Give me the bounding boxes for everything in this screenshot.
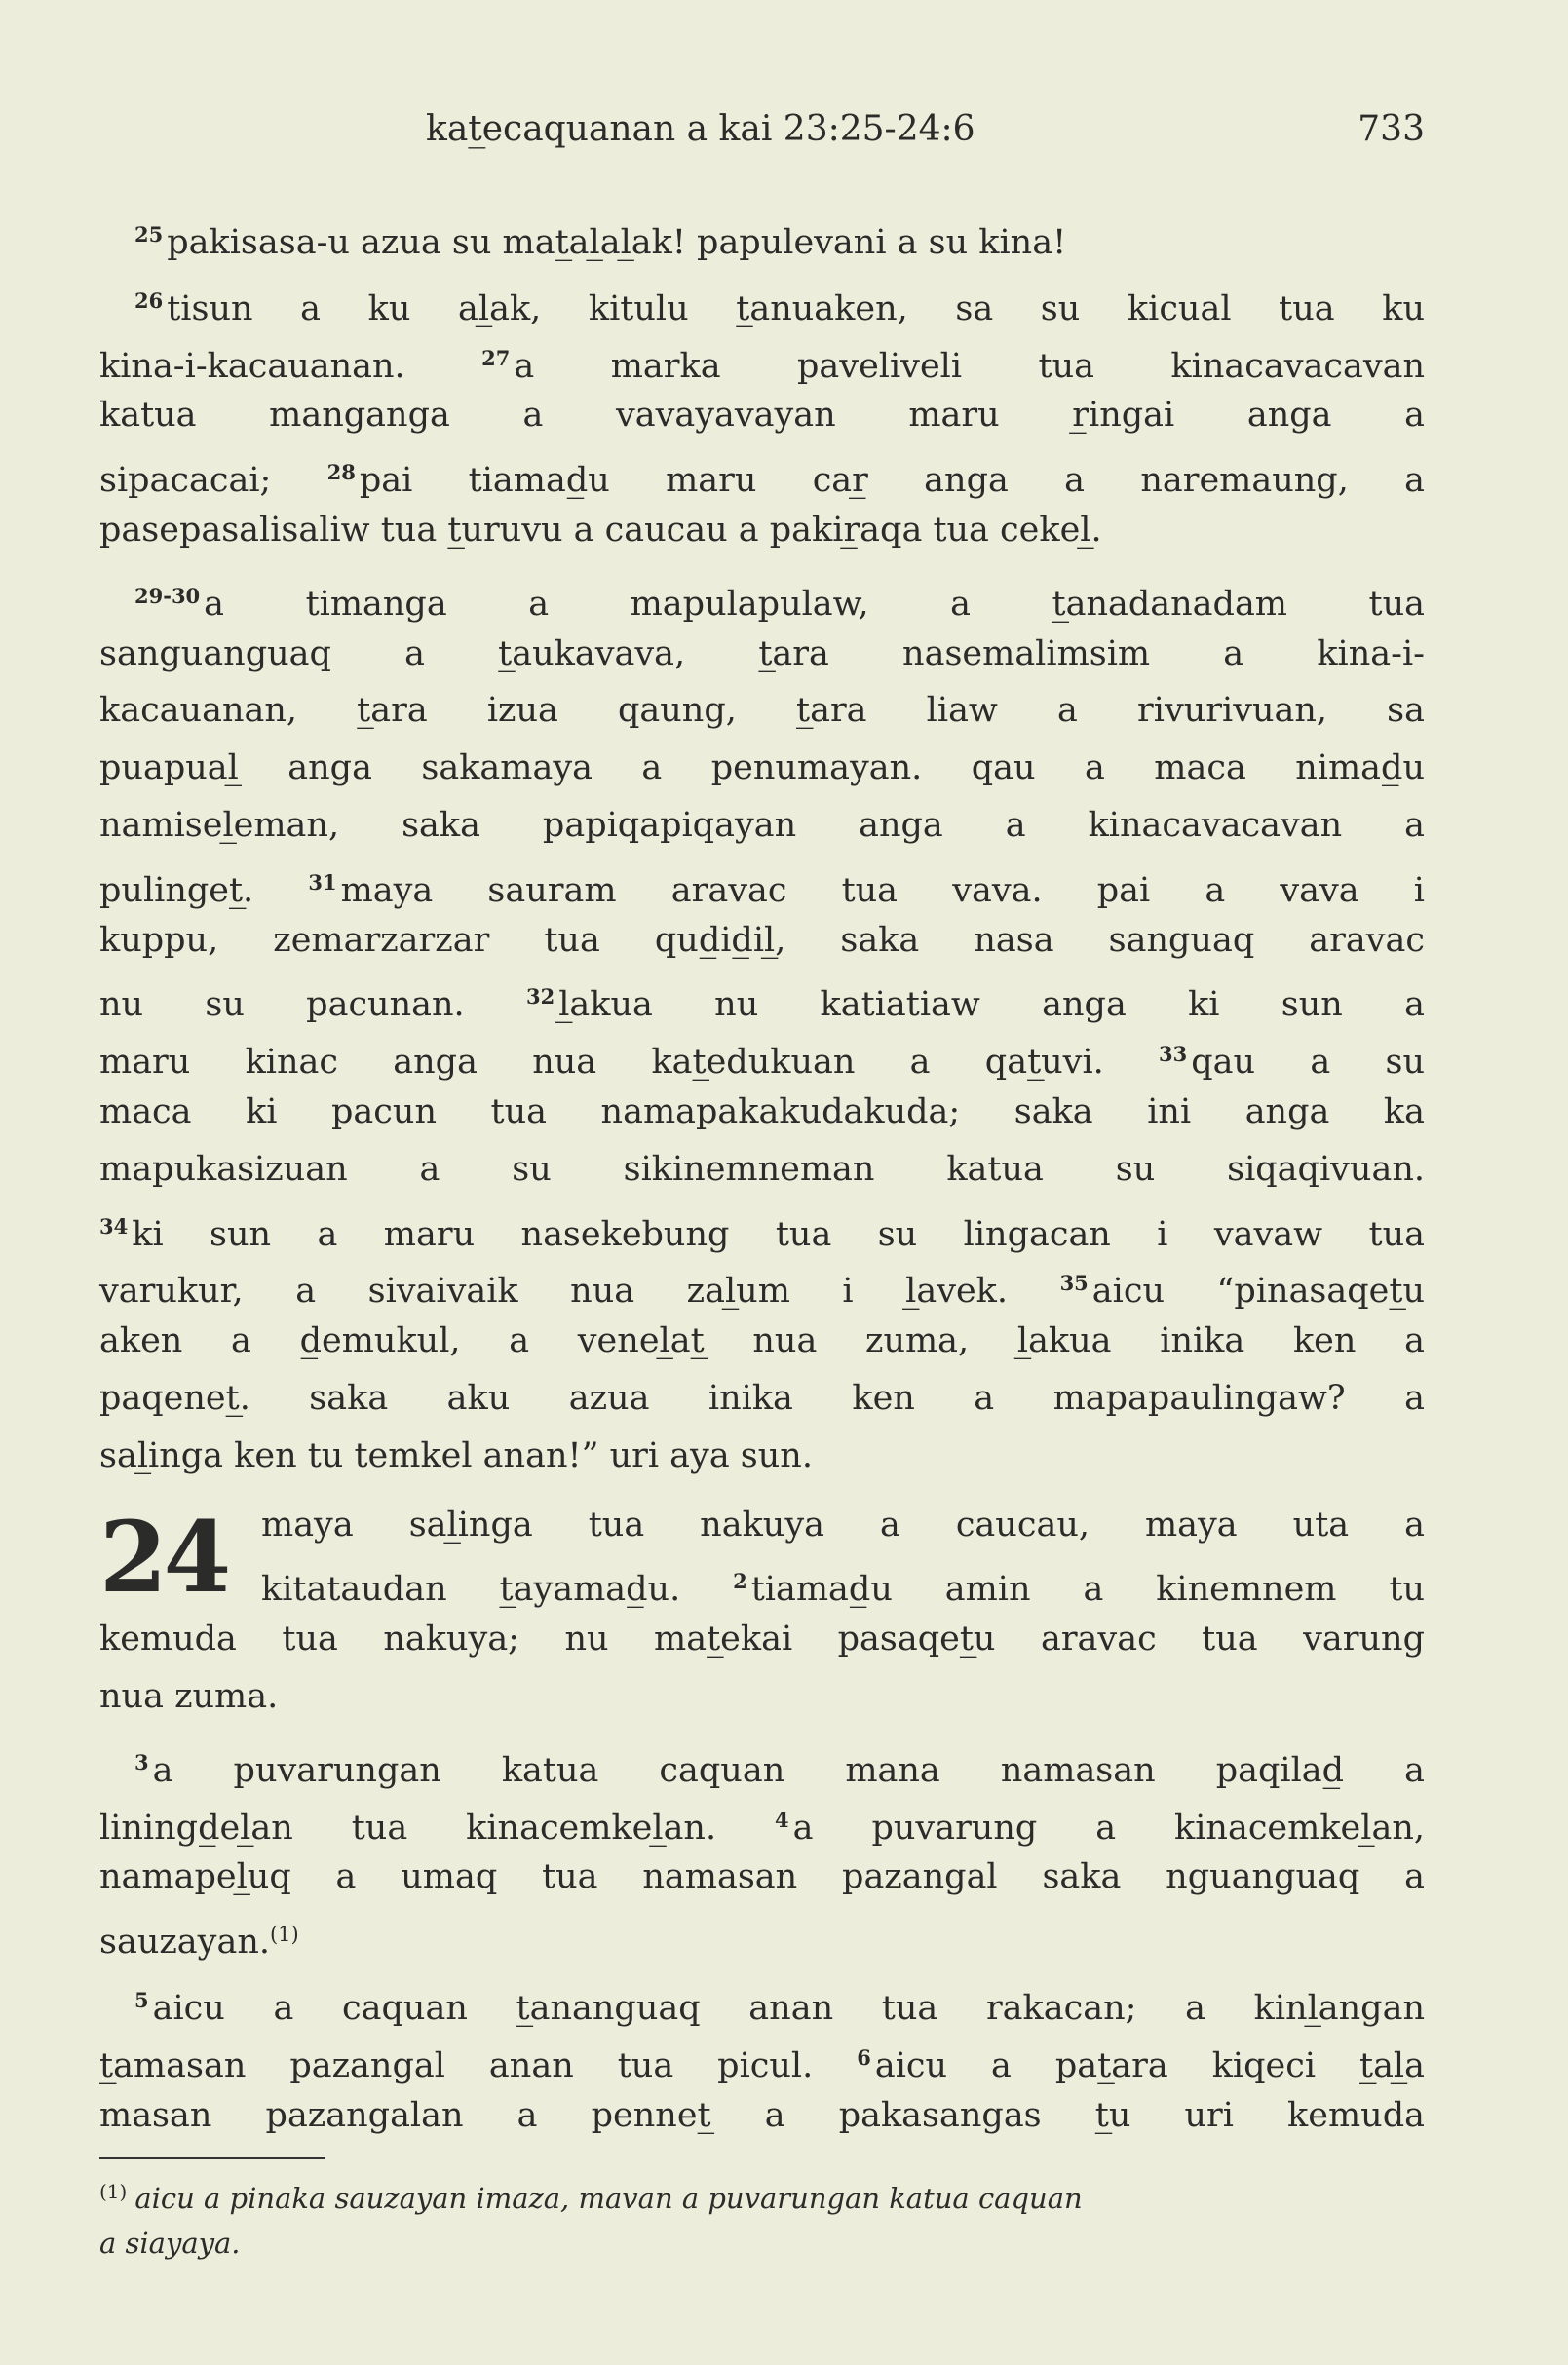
verse-number: 32 bbox=[525, 984, 555, 1010]
text-run: tisun a ku al̲ak, kitulu t̲anuaken, sa su kicual tua ku bbox=[167, 288, 1425, 328]
text-run: kuppu, zemarzarzar tua qud̲id̲il̲, saka nasa sanguaq aravac bbox=[99, 920, 1425, 960]
text-line bbox=[99, 1668, 1425, 1726]
text-line bbox=[99, 740, 1425, 797]
text-run: aken a d̲emukul, a venel̲at̲ nua zuma, l̲akua inika ken a bbox=[99, 1321, 1425, 1361]
page-number: 733 bbox=[1358, 109, 1425, 149]
text-run: varukur, a sivaivaik nua zal̲um i l̲avek. bbox=[99, 1272, 1060, 1312]
text-line bbox=[99, 1313, 1425, 1370]
text-line bbox=[99, 1370, 1425, 1428]
verse-number: 6 bbox=[857, 2044, 871, 2070]
text-run: sal̲inga ken tu temkel anan!” uri aya sun. bbox=[99, 1435, 813, 1475]
text-run: nu su pacunan. bbox=[99, 985, 526, 1025]
text-line bbox=[99, 2030, 1425, 2087]
text-run: a puvarungan katua caquan mana namasan paqilad̲ a bbox=[152, 1750, 1425, 1790]
text-run: sauzayan. bbox=[99, 1923, 270, 1963]
text-line bbox=[99, 330, 1425, 388]
text-line bbox=[99, 502, 1425, 559]
footnote bbox=[99, 2169, 1425, 2266]
text-run: qau a su bbox=[1191, 1043, 1425, 1083]
text-run: maya sauram aravac tua vava. pai a vava i bbox=[340, 870, 1426, 910]
paragraph bbox=[99, 207, 1425, 264]
verse-number: 3 bbox=[134, 1749, 149, 1774]
text-line bbox=[99, 1199, 1425, 1256]
footnote-mark: (1) bbox=[99, 2180, 128, 2203]
text-run: sanguanguaq a t̲aukavava, t̲ara nasemalimsim a kina-i- bbox=[99, 633, 1425, 673]
verse-number: 35 bbox=[1059, 1271, 1089, 1296]
verse-number: 31 bbox=[308, 869, 337, 895]
text-line bbox=[99, 969, 1425, 1026]
text-run: maya sal̲inga tua nakuya a caucau, maya uta a bbox=[261, 1505, 1425, 1545]
chapter-23-text bbox=[99, 207, 1425, 1485]
text-line bbox=[99, 207, 1425, 264]
text-run: puapual̲ anga sakamaya a penumayan. qau a maca nimad̲u bbox=[99, 748, 1425, 788]
text-line bbox=[99, 387, 1425, 444]
footnote-line: a siayaya. bbox=[99, 2227, 241, 2260]
text-run: pulinget̲. bbox=[99, 870, 309, 910]
text-line bbox=[99, 2087, 1425, 2145]
text-run: pakisasa-u azua su mat̲al̲al̲ak! papulevani a su kina! bbox=[167, 223, 1067, 262]
text-line bbox=[99, 1084, 1425, 1141]
text-line bbox=[99, 1497, 1425, 1554]
text-run: kemuda tua nakuya; nu mat̲ekai pasaqet̲u aravac tua varung bbox=[99, 1620, 1425, 1659]
text-line bbox=[99, 1735, 1425, 1792]
text-line bbox=[99, 1553, 1425, 1611]
text-line bbox=[99, 626, 1425, 683]
text-run: kina-i-kacauanan. bbox=[99, 346, 482, 386]
text-run: nua zuma. bbox=[99, 1676, 279, 1716]
text-run: a marka paveliveli tua kinacavacavan bbox=[514, 346, 1426, 386]
text-run: aicu a caquan t̲ananguaq anan tua rakacan; a kinl̲angan bbox=[152, 1988, 1425, 2028]
verse-number: 2 bbox=[733, 1569, 747, 1594]
paragraph bbox=[99, 1735, 1425, 1964]
text-line bbox=[99, 1141, 1425, 1199]
verse-number: 4 bbox=[775, 1807, 789, 1832]
paragraph bbox=[99, 568, 1425, 1485]
text-line bbox=[99, 682, 1425, 740]
text-run: paqenet̲. saka aku azua inika ken a mapapaulingaw? a bbox=[99, 1378, 1425, 1418]
chapter-number: 24 bbox=[99, 1499, 228, 1615]
verse-number: 25 bbox=[134, 222, 164, 247]
page-body bbox=[99, 198, 1425, 2144]
text-run: maca ki pacun tua namapakakudakuda; saka ini anga ka bbox=[99, 1091, 1425, 1131]
verse-number: 5 bbox=[134, 1987, 149, 2012]
text-run: masan pazangalan a pennet̲ a pakasangas t̲u uri kemuda bbox=[99, 2095, 1425, 2135]
text-line bbox=[99, 1026, 1425, 1084]
footnote-line: aicu a pinaka sauzayan imaza, mavan a puvarungan katua caquan bbox=[134, 2182, 1083, 2215]
text-run: t̲amasan pazangal anan tua picul. bbox=[99, 2045, 858, 2085]
text-line bbox=[99, 1849, 1425, 1906]
footnote-reference: (1) bbox=[269, 1923, 299, 1947]
running-header bbox=[99, 109, 1425, 158]
text-line bbox=[99, 273, 1425, 330]
text-run: namapel̲uq a umaq tua namasan pazangal saka nguanguaq a bbox=[99, 1857, 1425, 1897]
chapter-24-text bbox=[99, 1735, 1425, 2145]
text-run: pasepasalisaliw tua t̲uruvu a caucau a pakir̲aqa tua cekel̲. bbox=[99, 510, 1102, 550]
text-run: ki sun a maru nasekebung tua su lingacan i vavaw tua bbox=[132, 1214, 1425, 1254]
paragraph bbox=[99, 273, 1425, 559]
text-run: tiamad̲u amin a kinemnem tu bbox=[750, 1570, 1425, 1610]
verse-number: 33 bbox=[1159, 1042, 1188, 1067]
text-line bbox=[99, 444, 1425, 502]
text-line bbox=[99, 1611, 1425, 1668]
text-line bbox=[99, 855, 1425, 912]
verse-number: 29-30 bbox=[134, 583, 201, 608]
verse-number: 34 bbox=[99, 1213, 129, 1239]
text-run: l̲akua nu katiatiaw anga ki sun a bbox=[558, 985, 1426, 1025]
paragraph bbox=[99, 1972, 1425, 2144]
text-line bbox=[99, 797, 1425, 855]
text-run: aicu a pat̲ara kiqeci t̲al̲a bbox=[874, 2045, 1425, 2085]
text-run: aicu “pinasaqet̲u bbox=[1091, 1272, 1425, 1312]
verse-number: 28 bbox=[326, 460, 356, 485]
text-run: kacauanan, t̲ara izua qaung, t̲ara liaw a rivurivuan, sa bbox=[99, 691, 1425, 731]
text-run: maru kinac anga nua kat̲edukuan a qat̲uvi. bbox=[99, 1043, 1160, 1083]
chapter-24-opening bbox=[99, 1497, 1425, 1726]
text-run: sipacacai; bbox=[99, 461, 327, 501]
footnote-rule bbox=[99, 2157, 325, 2159]
text-run: kitataudan t̲ayamad̲u. bbox=[261, 1570, 734, 1610]
text-run: katua manganga a vavayavayan maru r̲ingai anga a bbox=[99, 396, 1425, 436]
text-run: namisel̲eman, saka papiqapiqayan anga a kinacavacavan a bbox=[99, 805, 1425, 845]
text-line bbox=[99, 1906, 1425, 1964]
text-run: liningd̲el̲an tua kinacemkel̲an. bbox=[99, 1808, 776, 1848]
text-line bbox=[99, 1972, 1425, 2030]
text-run: mapukasizuan a su sikinemneman katua su siqaqivuan. bbox=[99, 1149, 1425, 1189]
text-run: pai tiamad̲u maru car̲ anga a naremaung, a bbox=[359, 461, 1425, 501]
running-title: kat̲ecaquanan a kai 23:25-24:6 bbox=[426, 109, 975, 149]
text-line bbox=[99, 912, 1425, 970]
text-line bbox=[99, 1428, 1425, 1485]
verse-number: 27 bbox=[481, 345, 511, 370]
text-line bbox=[99, 1255, 1425, 1313]
verse-number: 26 bbox=[134, 287, 164, 313]
text-run: a timanga a mapulapulaw, a t̲anadanadam tua bbox=[204, 584, 1425, 624]
text-run: a puvarung a kinacemkel̲an, bbox=[792, 1808, 1425, 1848]
text-line bbox=[99, 568, 1425, 626]
text-line bbox=[99, 1792, 1425, 1850]
